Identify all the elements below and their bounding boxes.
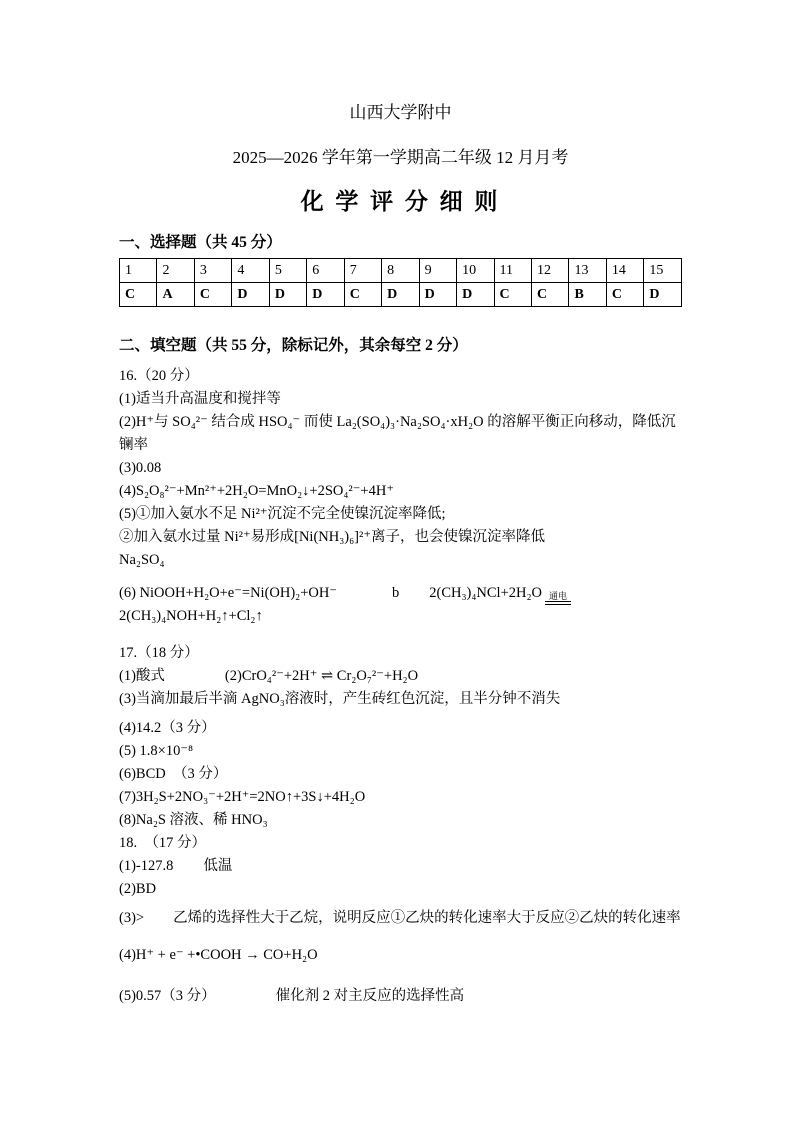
- q17-answer-1: (1)酸式: [119, 668, 165, 684]
- answer-table: [119, 258, 682, 307]
- question-number-cell: 13: [569, 259, 606, 283]
- q17-answer-3: (3)当滴加最后半滴 AgNO₃溶液时，产生砖红色沉淀，且半分钟不消失: [119, 691, 561, 707]
- q18-answer-5-value: (5)0.57（3 分）: [119, 988, 216, 1004]
- q17-answer-8: (8)Na₂S 溶液、稀 HNO₃: [119, 812, 268, 828]
- answer-cell: C: [494, 283, 531, 307]
- exam-title: 2025—2026 学年第一学期高二年级 12 月月考: [232, 148, 569, 167]
- q16-answer-3: (3)0.08: [119, 460, 162, 476]
- q18-answer-5: [119, 985, 682, 1008]
- question-number-cell: 10: [457, 259, 494, 283]
- q16-answer-5-extra: Na₂SO₄: [119, 552, 165, 568]
- answer-cell: D: [307, 283, 344, 307]
- answer-cell: C: [606, 283, 643, 307]
- q18-answer-1-value: (1)-127.8: [119, 858, 174, 874]
- question-number-cell: 5: [269, 259, 306, 283]
- answer-cell: C: [194, 283, 231, 307]
- q16-answer-5-part2: [119, 526, 682, 572]
- answer-cell: A: [157, 283, 194, 307]
- q18-answer-3: (3)> 乙烯的选择性大于乙烷，说明反应①乙炔的转化速率大于反应②乙炔的转化速率: [119, 910, 681, 926]
- question-number-cell: 11: [494, 259, 531, 283]
- q16-answer-5-text: ②加入氨水过量 Ni²⁺易形成[Ni(NH₃)₆]²⁺离子，也会使镍沉淀率降低: [119, 529, 545, 545]
- answer-cell: C: [344, 283, 381, 307]
- answer-table-number-row: [120, 259, 682, 283]
- q18-title: 18. （17 分）: [119, 835, 206, 851]
- answer-cell: D: [419, 283, 456, 307]
- question-number-cell: 3: [194, 259, 231, 283]
- q17-answer-1-2: [119, 665, 682, 688]
- q16-answer-6: [119, 582, 682, 628]
- q17-answer-6: (6)BCD （3 分）: [119, 766, 228, 782]
- q18-answer-4: (4)H⁺ + e⁻ +•COOH → CO+H₂O: [119, 947, 318, 963]
- question-number-cell: 12: [531, 259, 568, 283]
- q17-title: 17.（18 分）: [119, 645, 199, 661]
- q18-answer-5-extra: 催化剂 2 对主反应的选择性高: [275, 988, 465, 1004]
- q16-answer-6-option: b: [392, 585, 400, 601]
- q18-answer-1: [119, 855, 682, 878]
- answer-cell: D: [644, 283, 682, 307]
- page-title: 化 学 评 分 细 则: [300, 189, 501, 214]
- q16-answer-2: (2)H⁺与 SO₄²⁻ 结合成 HSO₄⁻ 而使 La₂(SO₄)₃·Na₂SO₄·xH₂O 的溶解平衡正向移动，降低沉镧率: [119, 414, 676, 453]
- q18-answer-1-extra: 低温: [203, 858, 233, 874]
- q17-answer-2: (2)CrO₄²⁻+2H⁺ ⇌ Cr₂O₇²⁻+H₂O: [224, 668, 419, 684]
- answer-cell: D: [232, 283, 269, 307]
- q17-answer-4: (4)14.2（3 分）: [119, 720, 216, 736]
- answer-cell: D: [382, 283, 419, 307]
- school-name: 山西大学附中: [349, 103, 452, 122]
- section-choice-heading: 一、选择题（共 45 分）: [119, 234, 282, 251]
- question-number-cell: 1: [120, 259, 157, 283]
- question-number-cell: 4: [232, 259, 269, 283]
- section-fill-heading: 二、填空题（共 55 分，除标记外，其余每空 2 分）: [119, 337, 468, 354]
- question-number-cell: 9: [419, 259, 456, 283]
- answer-table-answer-row: [120, 283, 682, 307]
- question-number-cell: 8: [382, 259, 419, 283]
- answer-cell: D: [269, 283, 306, 307]
- q16-answer-6-equation2-left: 2(CH₃)₄NCl+2H₂O: [429, 585, 543, 601]
- question-number-cell: 6: [307, 259, 344, 283]
- q16-answer-1: (1)适当升高温度和搅拌等: [119, 391, 281, 407]
- q16-answer-4: (4)S₂O₈²⁻+Mn²⁺+2H₂O=MnO₂↓+2SO₄²⁻+4H⁺: [119, 483, 394, 499]
- answer-cell: D: [457, 283, 494, 307]
- question-number-cell: 14: [606, 259, 643, 283]
- question-number-cell: 7: [344, 259, 381, 283]
- double-bond-line: [545, 601, 571, 605]
- q16-answer-6-equation1: (6) NiOOH+H₂O+e⁻=Ni(OH)₂+OH⁻: [119, 585, 337, 601]
- q16-answer-6-equation2-right: 2(CH₃)₄NOH+H₂↑+Cl₂↑: [119, 608, 263, 624]
- answer-cell: C: [120, 283, 157, 307]
- answer-cell: B: [569, 283, 606, 307]
- question-number-cell: 2: [157, 259, 194, 283]
- q18-answer-2: (2)BD: [119, 881, 157, 897]
- q16-title: 16.（20 分）: [119, 368, 199, 384]
- answer-cell: C: [531, 283, 568, 307]
- reaction-condition-label: 通电: [549, 591, 568, 601]
- reaction-condition-electrolysis: [545, 591, 571, 605]
- question-number-cell: 15: [644, 259, 682, 283]
- q16-answer-5-part1: (5)①加入氨水不足 Ni²⁺沉淀不完全使镍沉淀率降低;: [119, 506, 446, 522]
- q17-answer-5: (5) 1.8×10⁻⁸: [119, 743, 194, 759]
- q17-answer-7: (7)3H₂S+2NO₃⁻+2H⁺=2NO↑+3S↓+4H₂O: [119, 789, 366, 805]
